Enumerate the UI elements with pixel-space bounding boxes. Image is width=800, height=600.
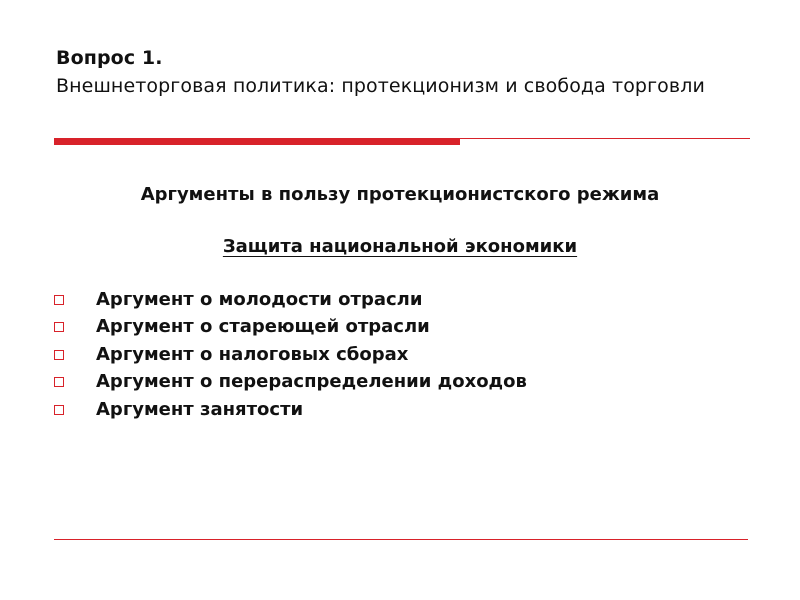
list-item (54, 341, 527, 369)
hollow-square-bullet-icon (54, 322, 64, 332)
slide-title (56, 44, 756, 100)
list-item-label: Аргумент занятости (96, 398, 304, 420)
question-topic: Внешнеторговая политика: протекционизм и свобода торговли (56, 75, 705, 97)
hollow-square-bullet-icon (54, 405, 64, 415)
section-subtitle: Аргументы в пользу протекционистского режима (140, 184, 660, 205)
list-item-label: Аргумент о молодости отрасли (96, 288, 423, 310)
list-item (54, 286, 527, 314)
section-heading: Защита национальной экономики (222, 236, 578, 257)
list-item (54, 396, 527, 424)
list-item (54, 314, 527, 342)
hollow-square-bullet-icon (54, 350, 64, 360)
arguments-list (54, 286, 527, 424)
list-item (54, 369, 527, 397)
list-item-label: Аргумент о перераспределении доходов (96, 371, 527, 393)
title-divider-thick (54, 138, 460, 145)
footer-divider (54, 539, 748, 540)
question-number: Вопрос 1. (56, 47, 163, 69)
list-item-label: Аргумент о стареющей отрасли (96, 316, 430, 338)
hollow-square-bullet-icon (54, 295, 64, 305)
hollow-square-bullet-icon (54, 377, 64, 387)
list-item-label: Аргумент о налоговых сборах (96, 343, 409, 365)
title-divider-thin (460, 138, 750, 139)
